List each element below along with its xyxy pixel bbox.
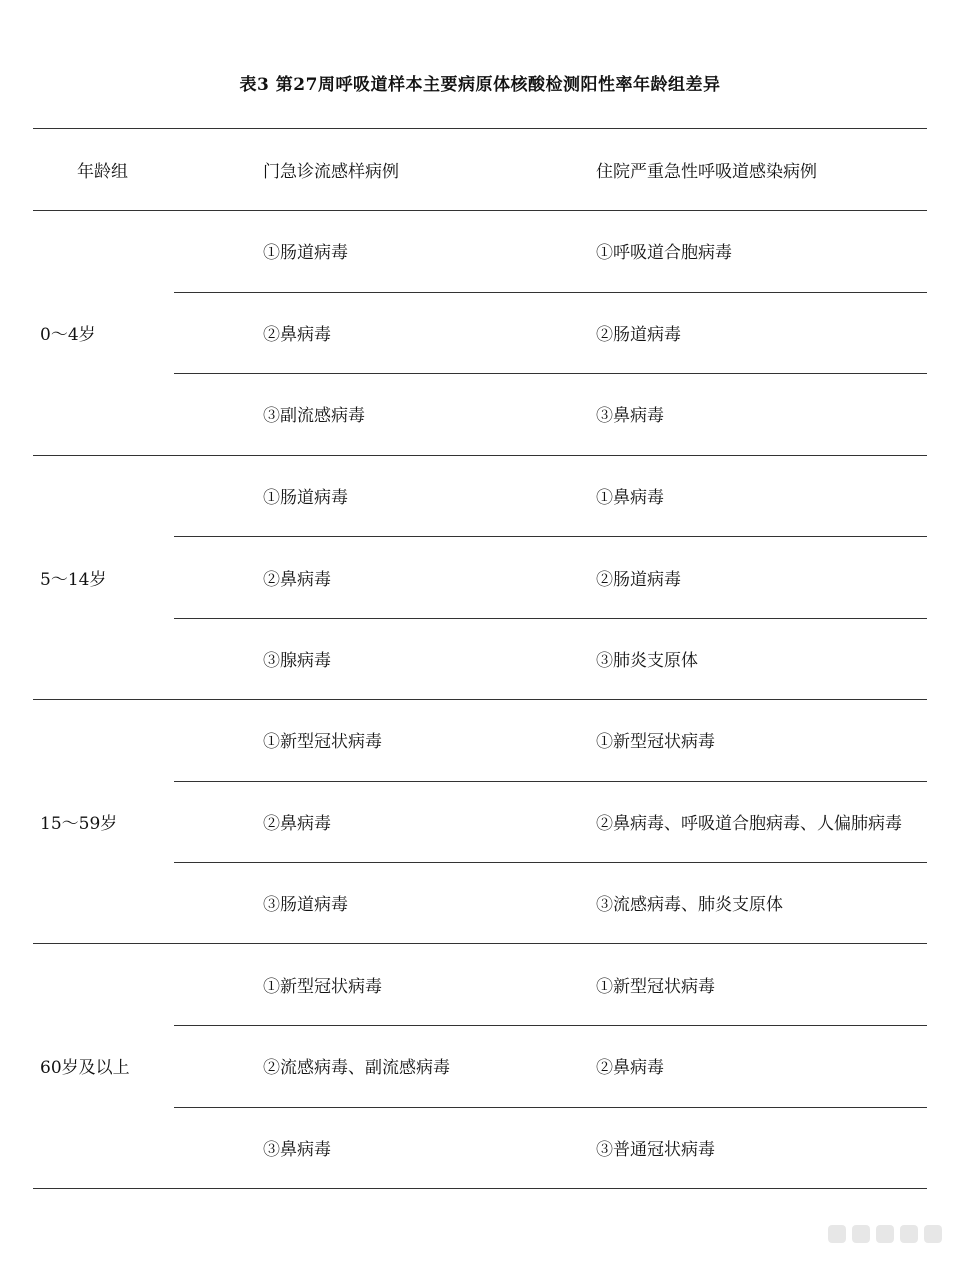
outpatient-cell: ①肠道病毒: [263, 488, 348, 508]
watermark: [828, 1224, 946, 1244]
inpatient-cell: ①呼吸道合胞病毒: [596, 243, 732, 263]
row-divider: [174, 1107, 927, 1108]
outpatient-cell: ①肠道病毒: [263, 243, 348, 263]
inpatient-cell: ③肺炎支原体: [596, 651, 698, 671]
outpatient-cell: ②鼻病毒: [263, 570, 331, 590]
outpatient-cell: ①新型冠状病毒: [263, 732, 382, 752]
header-outpatient: 门急诊流感样病例: [263, 162, 399, 182]
row-divider: [174, 862, 927, 863]
inpatient-cell: ①新型冠状病毒: [596, 732, 715, 752]
outpatient-cell: ③鼻病毒: [263, 1140, 331, 1160]
row-divider: [174, 536, 927, 537]
inpatient-cell: ②鼻病毒、呼吸道合胞病毒、人偏肺病毒: [596, 814, 902, 834]
outpatient-cell: ②鼻病毒: [263, 325, 331, 345]
inpatient-cell: ③鼻病毒: [596, 406, 664, 426]
row-divider: [174, 373, 927, 374]
inpatient-cell: ②肠道病毒: [596, 570, 681, 590]
header-inpatient: 住院严重急性呼吸道感染病例: [596, 162, 817, 182]
outpatient-cell: ③腺病毒: [263, 651, 331, 671]
row-divider: [174, 781, 927, 782]
table-top-rule: [33, 128, 927, 129]
inpatient-cell: ①新型冠状病毒: [596, 977, 715, 997]
outpatient-cell: ①新型冠状病毒: [263, 977, 382, 997]
inpatient-cell: ③普通冠状病毒: [596, 1140, 715, 1160]
outpatient-cell: ③肠道病毒: [263, 895, 348, 915]
row-divider: [174, 292, 927, 293]
inpatient-cell: ②肠道病毒: [596, 325, 681, 345]
group-divider: [33, 699, 927, 700]
inpatient-cell: ①鼻病毒: [596, 488, 664, 508]
row-divider: [174, 618, 927, 619]
inpatient-cell: ②鼻病毒: [596, 1058, 664, 1078]
age-group-label: 0～4岁: [40, 325, 96, 345]
row-divider: [174, 1025, 927, 1026]
outpatient-cell: ③副流感病毒: [263, 406, 365, 426]
outpatient-cell: ②鼻病毒: [263, 814, 331, 834]
group-divider: [33, 455, 927, 456]
header-age-group: 年龄组: [77, 162, 128, 182]
table-bottom-rule: [33, 1188, 927, 1189]
header-bottom-rule: [33, 210, 927, 211]
age-group-label: 5～14岁: [40, 570, 107, 590]
group-divider: [33, 943, 927, 944]
table-title: 表3 第27周呼吸道样本主要病原体核酸检测阳性率年龄组差异: [239, 75, 721, 95]
inpatient-cell: ③流感病毒、肺炎支原体: [596, 895, 783, 915]
age-group-label: 15～59岁: [40, 814, 118, 834]
outpatient-cell: ②流感病毒、副流感病毒: [263, 1058, 450, 1078]
age-group-label: 60岁及以上: [40, 1058, 130, 1078]
